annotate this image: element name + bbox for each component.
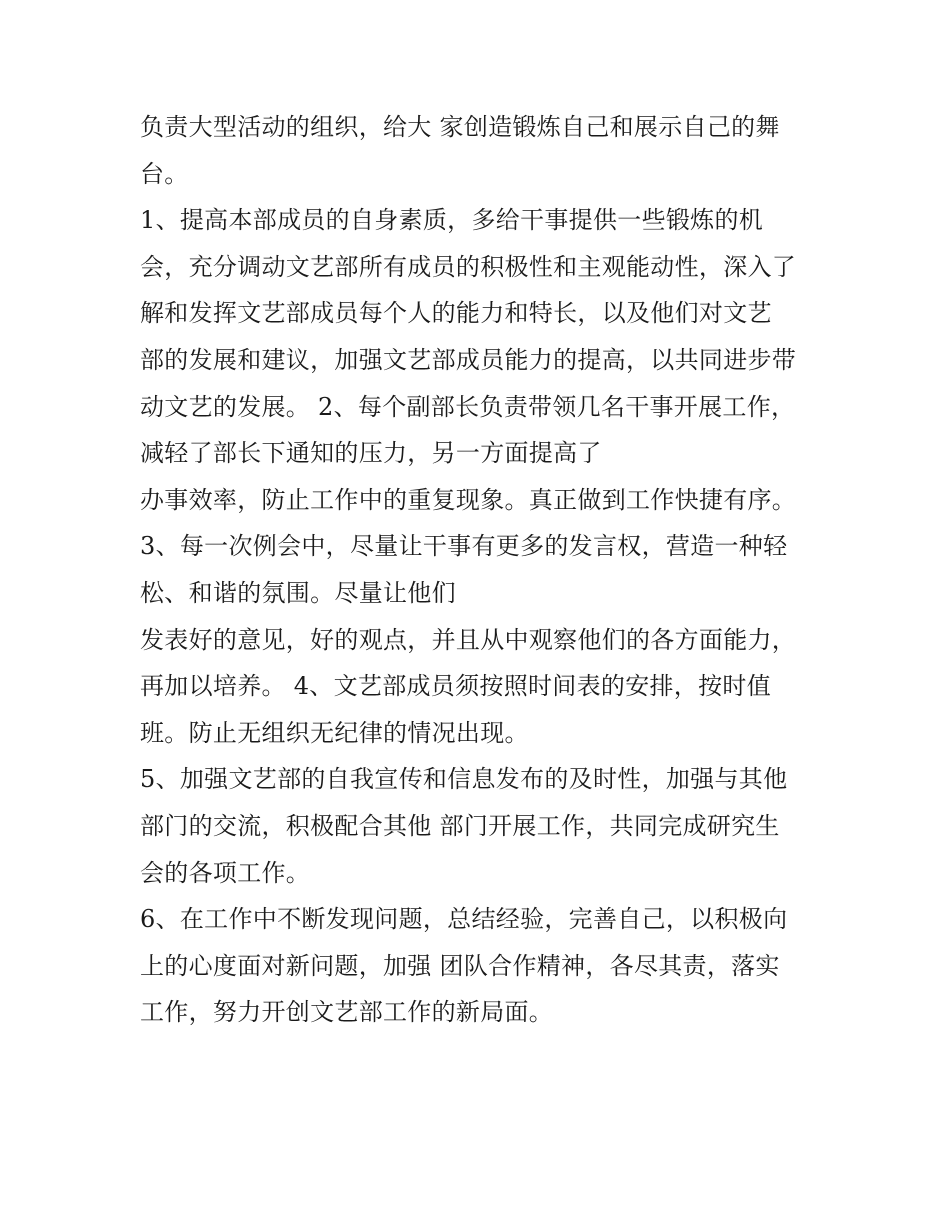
text-line: 工作，努力开创文艺部工作的新局面。 [140,998,554,1027]
text-line: 再加以培养。 4、文艺部成员须按照时间表的安排，按时值 [140,672,771,701]
text-line: 解和发挥文艺部成员每个人的能力和特长，以及他们对文艺 [140,299,772,328]
text-line: 会的各项工作。 [140,858,311,887]
text-line: 上的心度面对新问题，加强 团队合作精神，各尽其责，落实 [140,951,780,980]
document-body [140,104,830,1036]
text-line: 台。 [140,159,189,188]
text-line: 1、提高本部成员的自身素质，多给干事提供一些锻炼的机 [140,206,764,235]
text-line: 发表好的意见，好的观点，并且从中观察他们的各方面能力， [140,625,797,654]
text-line: 班。防止无组织无纪律的情况出现。 [140,718,529,747]
text-line: 负责大型活动的组织，给大 家创造锻炼自己和展示自己的舞 [140,113,780,141]
text-line: 部的发展和建议，加强文艺部成员能力的提高，以共同进步带 [140,345,797,374]
text-line: 部门的交流，积极配合其他 部门开展工作，共同完成研究生 [140,811,780,840]
text-line: 3、每一次例会中，尽量让干事有更多的发言权，营造一种轻 [140,532,788,561]
text-line: 动文艺的发展。 2、每个副部长负责带领几名干事开展工作， [140,392,796,421]
text-line: 减轻了部长下通知的压力，另一方面提高了 [140,439,602,468]
text-line: 5、加强文艺部的自我宣传和信息发布的及时性，加强与其他 [140,765,788,794]
text-line: 6、在工作中不断发现问题，总结经验，完善自己，以积极向 [140,905,788,934]
text-line: 办事效率，防止工作中的重复现象。真正做到工作快捷有序。 [140,485,797,514]
text-line: 会，充分调动文艺部所有成员的积极性和主观能动性，深入了 [140,252,797,281]
text-line: 松、和谐的氛围。尽量让他们 [140,578,456,607]
